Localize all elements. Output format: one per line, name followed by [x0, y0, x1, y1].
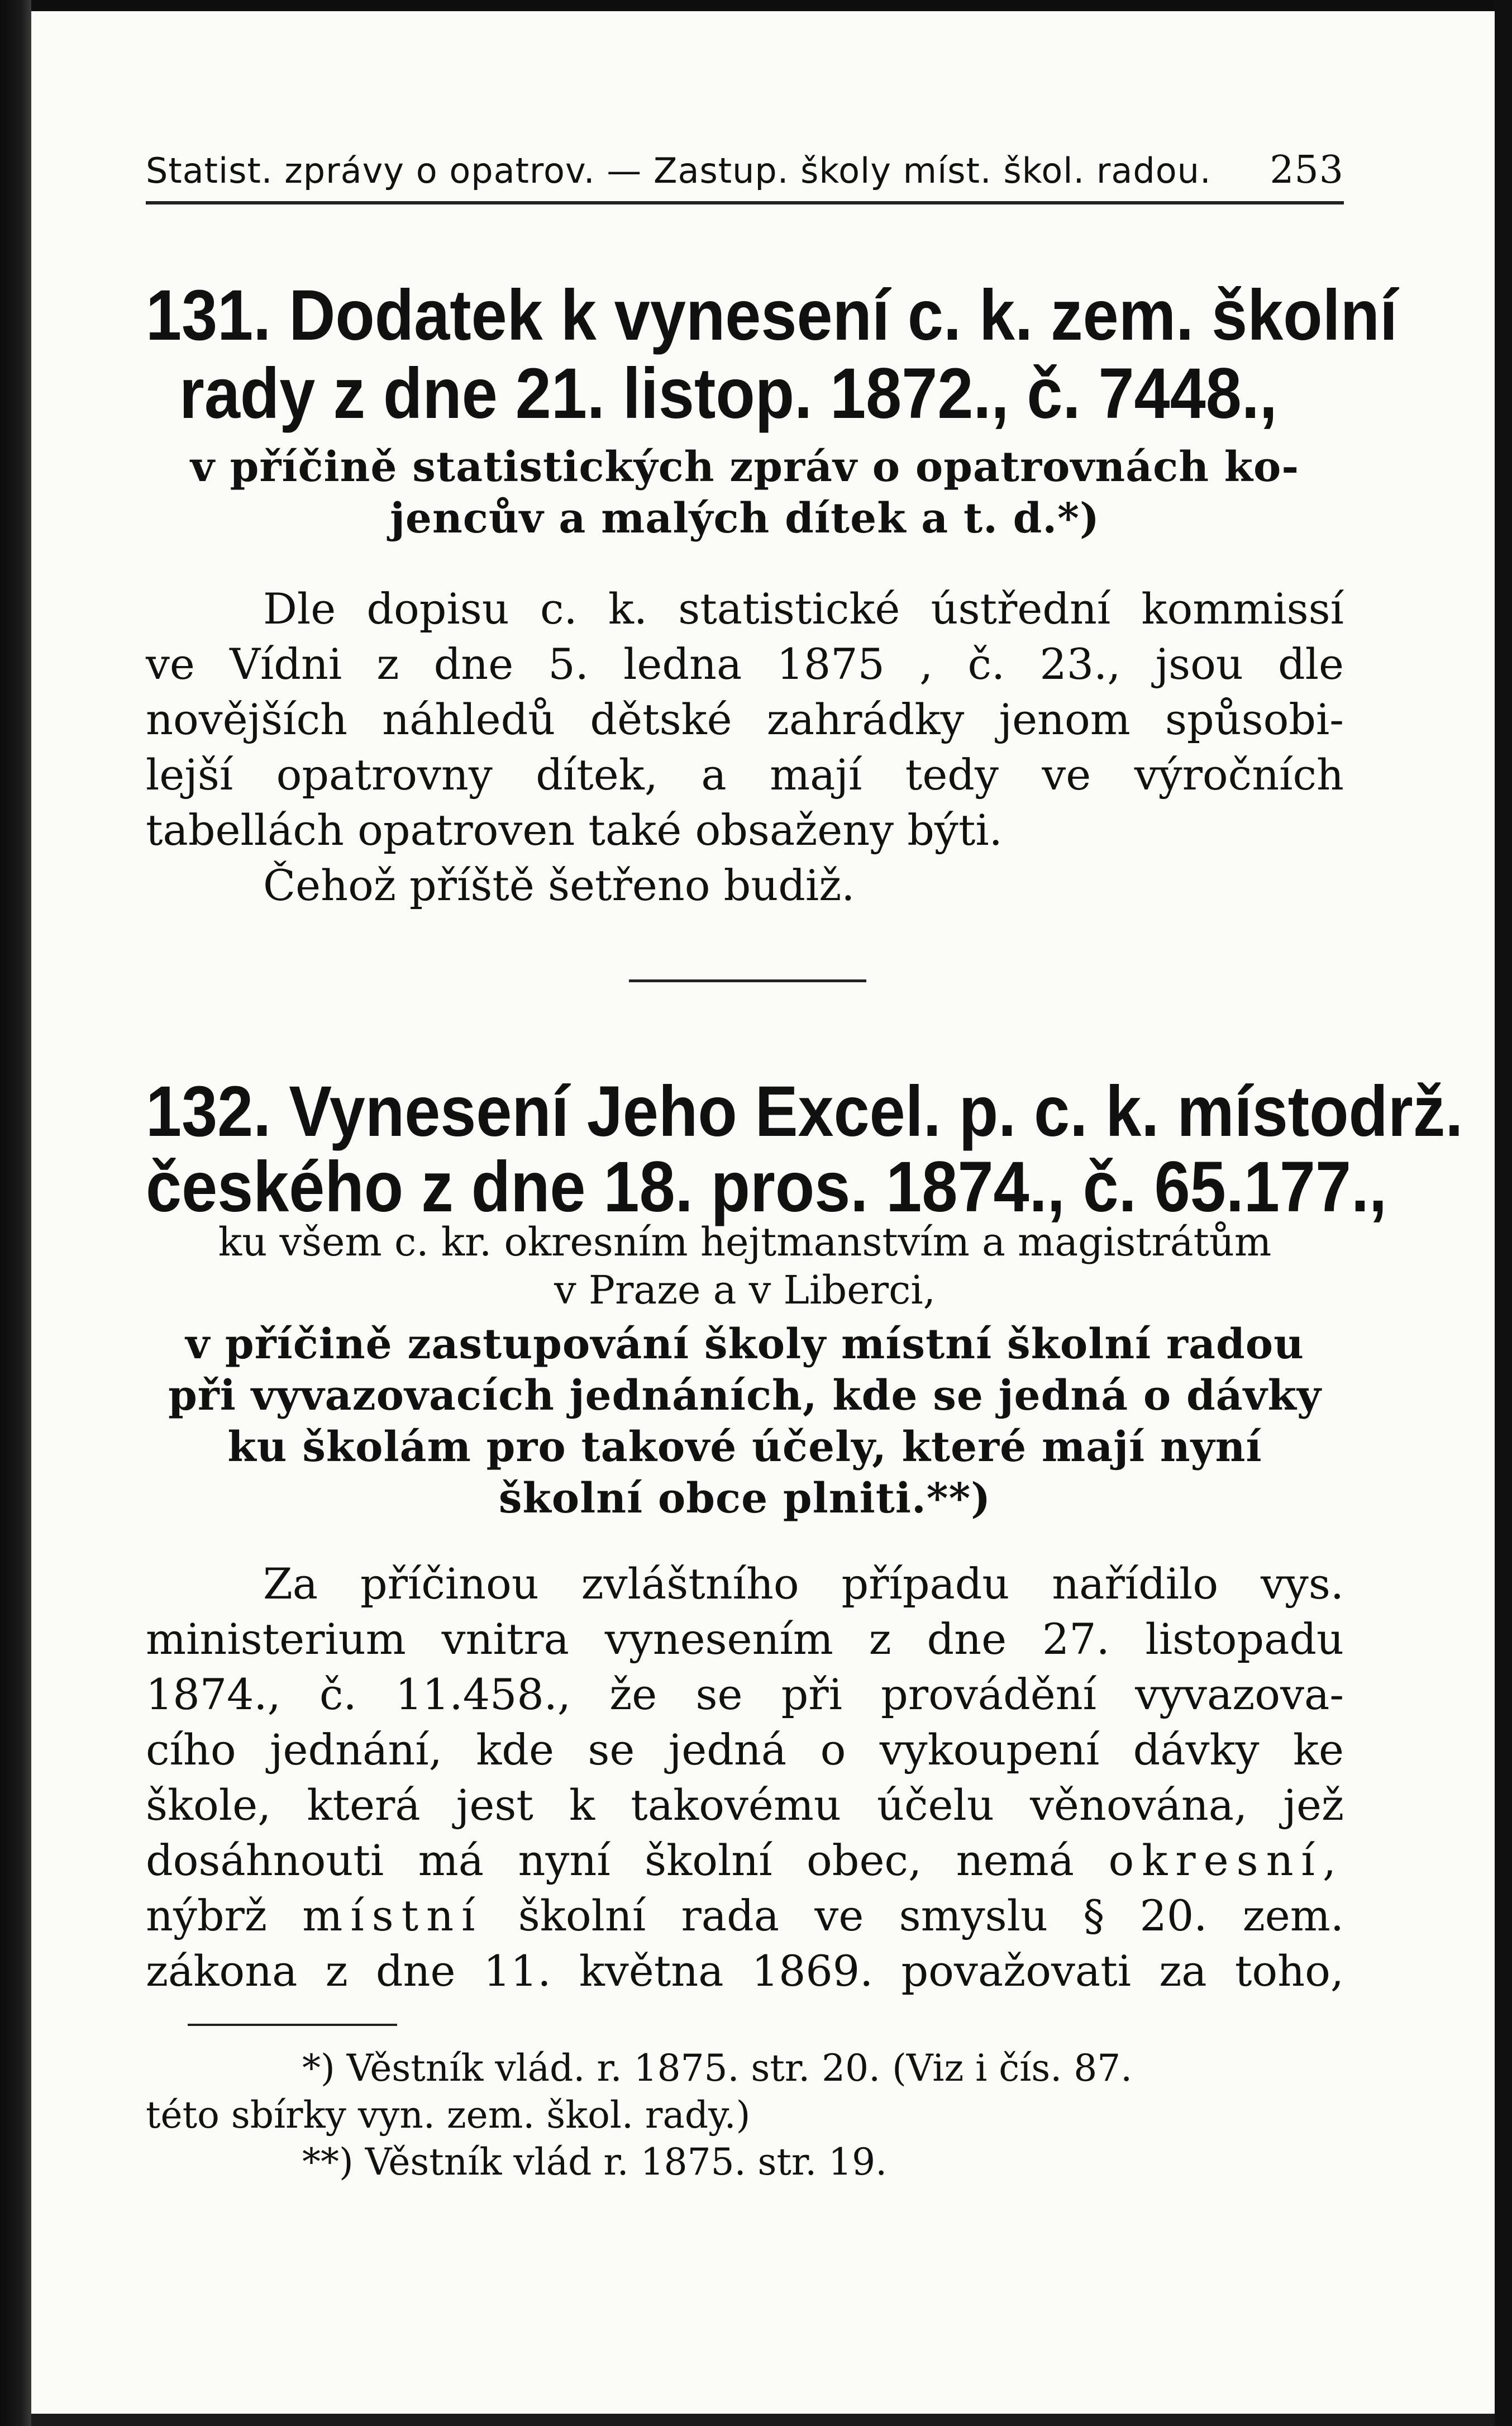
section-132-title-line2: českého z dne 18. pros. 1874., č. 65.177.,	[146, 1147, 1387, 1227]
section-132-address-line1: ku všem c. kr. okresním hejtmanstvím a magistrátům	[218, 1219, 1272, 1265]
section-131-title-line1: 131. Dodatek k vynesení c. k. zem. školní	[146, 275, 1398, 355]
section-132-body-line: zákona z dne 11. května 1869. považovati za toho,	[146, 1946, 1344, 1996]
section-132-subject-line: ku školám pro takové účely, které mají nyní	[227, 1423, 1262, 1471]
section-131-subject-line1: v příčině statistických zpráv o opatrovnách ko-	[190, 443, 1300, 491]
footnote-rule	[188, 2024, 397, 2026]
section-132-body-line: Za příčinou zvláštního případu nařídilo vys.	[263, 1559, 1344, 1609]
section-132-address	[146, 1218, 1344, 1314]
section-131-subject	[146, 441, 1344, 544]
footnotes	[146, 2045, 1344, 2186]
section-131-body	[146, 581, 1344, 913]
section-132-subject-line: v příčině zastupování školy místní školní radou	[185, 1320, 1304, 1368]
section-131-subject-line2: jencův a malých dítek a t. d.*)	[390, 494, 1100, 543]
scan-right-edge	[1495, 0, 1512, 2426]
book-page	[31, 11, 1495, 2414]
section-132-address-line2: v Praze a v Liberci,	[554, 1267, 936, 1313]
body-line7-text-a: nýbrž	[146, 1891, 267, 1940]
section-132-body-line: ministerium vnitra vynesením z dne 27. listopadu	[146, 1614, 1344, 1664]
header-rule	[146, 201, 1344, 204]
section-131-closing: Čehož příště šetřeno budiž.	[263, 860, 855, 910]
section-132-body-line	[146, 1888, 1344, 1943]
section-132-title-line1: 132. Vynesení Jeho Excel. p. c. k. místodrž.	[146, 1072, 1463, 1152]
spaced-word-okresni: okresní,	[1108, 1835, 1344, 1885]
page-number: 253	[1270, 148, 1344, 192]
section-132-body-line: škole, která jest k takovému účelu věnována, jež	[146, 1780, 1344, 1830]
footnote-1-line2: této sbírky vyn. zem. škol. rady.)	[146, 2094, 751, 2137]
running-head-text: Statist. zprávy o opatrov. — Zastup. školy míst. škol. radou.	[146, 150, 1211, 191]
section-131-body-line: Dle dopisu c. k. statistické ústřední kommissí	[263, 584, 1344, 634]
section-132-body	[146, 1556, 1344, 1999]
section-divider	[629, 979, 866, 982]
section-132-body-line	[146, 1833, 1344, 1888]
section-132-body-line: 1874., č. 11.458., že se při provádění vyvazova-	[146, 1669, 1344, 1719]
scan-left-edge	[0, 0, 31, 2426]
running-head	[146, 148, 1344, 192]
spaced-word-mistni: místní	[302, 1891, 483, 1940]
section-132-subject-line: při vyvazovacích jednáních, kde se jedná o dávky	[168, 1372, 1322, 1420]
section-132-subject	[146, 1319, 1344, 1524]
section-131-body-line: ve Vídni z dne 5. ledna 1875 , č. 23., jsou dle	[146, 639, 1344, 689]
section-131-body-line: tabellách opatroven také obsaženy býti.	[146, 805, 1003, 855]
section-132-subject-line: školní obce plniti.**)	[498, 1474, 991, 1523]
body-line7-text-c: školní rada ve smyslu § 20. zem.	[518, 1891, 1344, 1940]
footnote-1-line1: *) Věstník vlád. r. 1875. str. 20. (Viz i čís. 87.	[302, 2047, 1133, 2090]
section-132-body-line: cího jednání, kde se jedná o vykoupení dávky ke	[146, 1725, 1344, 1775]
scan-top-edge	[0, 0, 1512, 11]
section-131-body-line: lejší opatrovny dítek, a mají tedy ve výročních	[146, 750, 1344, 800]
section-131-body-line: novějších náhledů dětské zahrádky jenom spůsobi-	[146, 694, 1344, 744]
footnote-2: **) Věstník vlád r. 1875. str. 19.	[302, 2140, 888, 2184]
section-131-title-line2: rady z dne 21. listop. 1872., č. 7448.,	[179, 354, 1277, 434]
body-line6-text: dosáhnouti má nyní školní obec, nemá	[146, 1835, 1074, 1885]
